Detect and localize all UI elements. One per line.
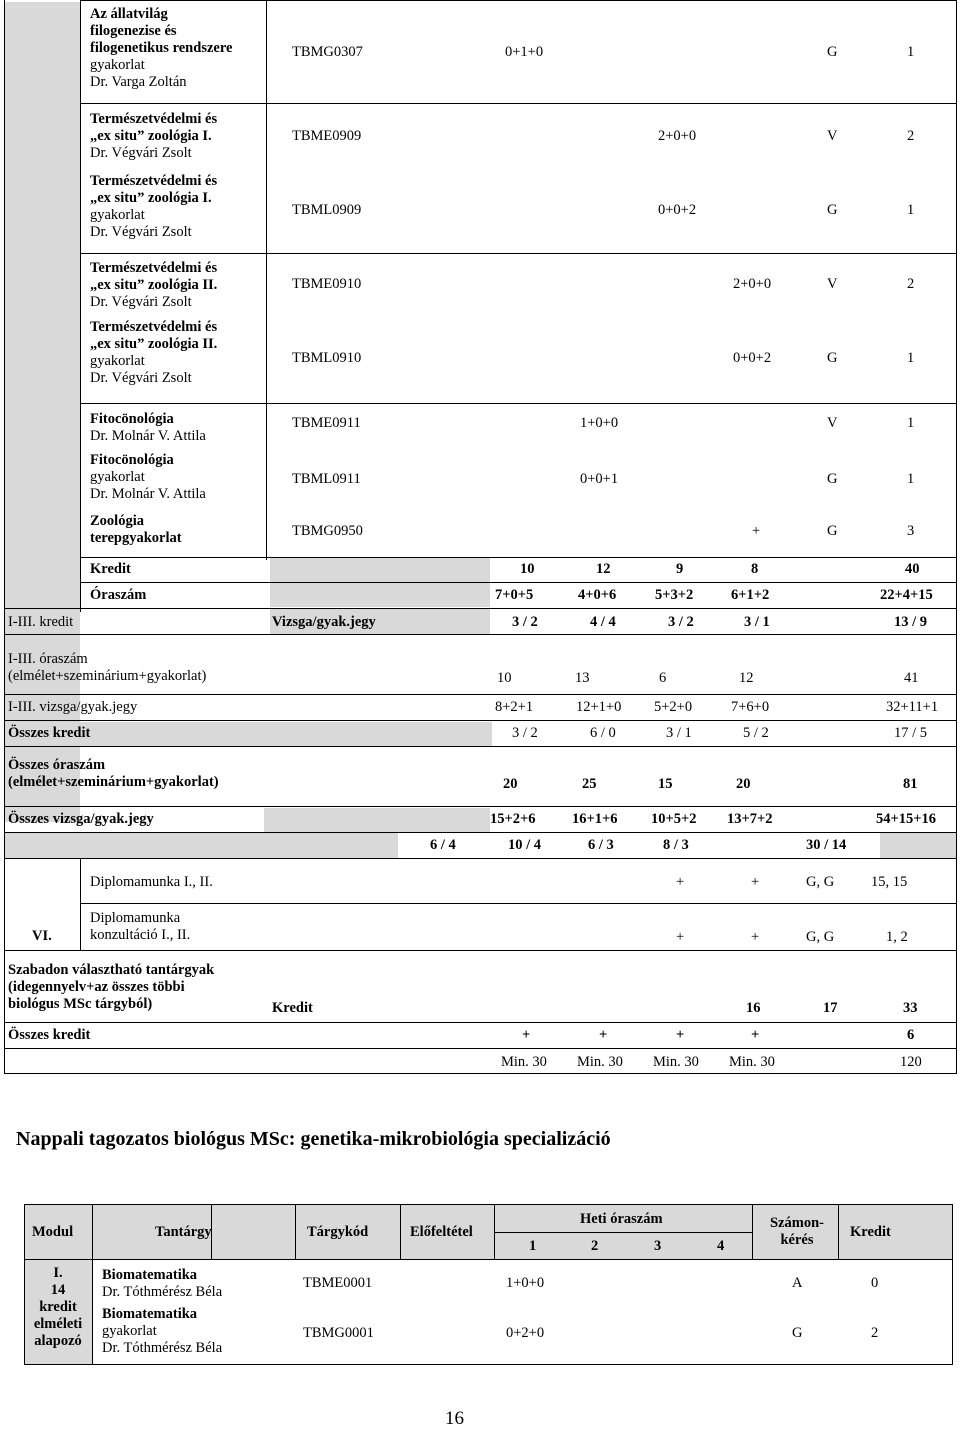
course-code: TBMG0307: [292, 44, 363, 60]
osszes-vizsga-value: 13+7+2: [727, 811, 773, 827]
course-1-name: Természetvédelmi és „ex situ” zoológia I. Dr. Végvári Zsolt: [90, 111, 218, 161]
osszes-kredit-label: Összes kredit: [8, 725, 91, 741]
oraszam-label: Óraszám: [90, 587, 147, 603]
osszes-kredit-total: 17 / 5: [894, 725, 928, 741]
t2-course-credit: 0: [871, 1275, 879, 1291]
vi-credit: 1, 2: [886, 929, 908, 945]
t2-course-exam: A: [792, 1275, 803, 1291]
course-code: TBML0909: [292, 202, 362, 218]
min-value: Min. 30: [729, 1054, 775, 1070]
osszes-vizsga-label: Összes vizsga/gyak.jegy: [8, 811, 154, 827]
th-kredit: Kredit: [850, 1224, 891, 1240]
i-iii-kredit-value: 4 / 4: [590, 614, 616, 630]
vi-exam: G, G: [806, 874, 835, 890]
extra-row-value: 10 / 4: [508, 837, 542, 853]
oraszam-value: 6+1+2: [731, 587, 770, 603]
course-hours: 0+0+2: [658, 202, 697, 218]
course-code: TBME0911: [292, 415, 361, 431]
i-iii-vizsga-value: 5+2+0: [654, 699, 693, 715]
i-iii-oraszam-value: 12: [739, 670, 754, 686]
osszes-oraszam-value: 20: [503, 776, 518, 792]
course-exam: G: [827, 44, 838, 60]
total-credit-total: 6: [907, 1027, 915, 1043]
min-value: Min. 30: [501, 1054, 547, 1070]
osszes-oraszam-total: 81: [903, 776, 918, 792]
page-number: 16: [445, 1408, 464, 1429]
vi-hours: +: [751, 874, 760, 890]
th-szamonkeres: Számon- kérés: [770, 1215, 824, 1248]
course-credit: 1: [907, 471, 915, 487]
course-exam: G: [827, 471, 838, 487]
min-value: Min. 30: [577, 1054, 623, 1070]
course-credit: 3: [907, 523, 915, 539]
th-week-num: 4: [717, 1238, 725, 1254]
kredit-total: 40: [905, 561, 920, 577]
vi-hours: +: [751, 929, 760, 945]
elective-label: Szabadon választható tantárgyak (idegennyelv+az összes többi biológus MSc tárgyból): [8, 962, 215, 1012]
course-3-name: Természetvédelmi és „ex situ” zoológia II. Dr. Végvári Zsolt: [90, 260, 218, 310]
i-iii-oraszam-value: 10: [497, 670, 512, 686]
course-hours: 2+0+0: [733, 276, 772, 292]
course-credit: 2: [907, 128, 915, 144]
total-credit-value: +: [676, 1027, 685, 1043]
oraszam-value: 4+0+6: [578, 587, 617, 603]
i-iii-oraszam-label: I-III. óraszám (elmélet+szeminárium+gyakorlat): [8, 651, 207, 684]
vi-exam: G, G: [806, 929, 835, 945]
kredit-value: 8: [751, 561, 759, 577]
osszes-kredit-value: 5 / 2: [743, 725, 769, 741]
course-exam: G: [827, 350, 838, 366]
i-iii-vizsga-label: I-III. vizsga/gyak.jegy: [8, 699, 138, 715]
i-iii-oraszam-total: 41: [904, 670, 919, 686]
total-credit-value: +: [522, 1027, 531, 1043]
t2-course-hours: 1+0+0: [506, 1275, 545, 1291]
oraszam-total: 22+4+15: [880, 587, 933, 603]
t2-course-code: TBME0001: [303, 1275, 373, 1291]
t2-course-code: TBMG0001: [303, 1325, 374, 1341]
summary-shade-e: [4, 832, 398, 858]
course-4-name: Természetvédelmi és „ex situ” zoológia II. gyakorlat Dr. Végvári Zsolt: [90, 319, 218, 386]
summary-shade-f: [880, 832, 956, 858]
oraszam-value: 7+0+5: [495, 587, 534, 603]
oraszam-value: 5+3+2: [655, 587, 694, 603]
course-credit: 1: [907, 44, 915, 60]
total-credit-value: +: [751, 1027, 760, 1043]
extra-row-total: 30 / 14: [806, 837, 847, 853]
i-iii-oraszam-value: 13: [575, 670, 590, 686]
t2-course-1-name: Biomatematika gyakorlat Dr. Tóthmérész Béla: [102, 1306, 223, 1356]
section-title: Nappali tagozatos biológus MSc: genetika-mikrobiológia specializáció: [16, 1128, 611, 1150]
extra-row-value: 6 / 3: [588, 837, 614, 853]
th-elofeltetel: Előfeltétel: [410, 1224, 473, 1240]
course-hours: 0+1+0: [505, 44, 544, 60]
course-exam: V: [827, 128, 838, 144]
course-2-name: Természetvédelmi és „ex situ” zoológia I. gyakorlat Dr. Végvári Zsolt: [90, 173, 218, 240]
course-hours: 1+0+0: [580, 415, 619, 431]
t2-course-credit: 2: [871, 1325, 879, 1341]
i-iii-kredit-mid: Vizsga/gyak.jegy: [272, 614, 376, 630]
module-vi-label: VI.: [32, 928, 52, 944]
course-exam: G: [827, 202, 838, 218]
osszes-kredit-value: 3 / 2: [512, 725, 538, 741]
th-modul: Modul: [32, 1224, 74, 1240]
i-iii-vizsga-value: 12+1+0: [576, 699, 622, 715]
t2-course-exam: G: [792, 1325, 803, 1341]
osszes-oraszam-value: 25: [582, 776, 597, 792]
summary-shade-d: [264, 808, 490, 832]
elective-total: 33: [903, 1000, 918, 1016]
th-heti-oraszam: Heti óraszám: [580, 1211, 663, 1227]
course-code: TBMG0950: [292, 523, 363, 539]
course-hours: 0+0+1: [580, 471, 619, 487]
min-total: 120: [900, 1054, 922, 1070]
i-iii-kredit-value: 3 / 1: [744, 614, 770, 630]
osszes-oraszam-value: 15: [658, 776, 673, 792]
course-exam: V: [827, 415, 838, 431]
vi-hours: +: [676, 874, 685, 890]
course-credit: 1: [907, 350, 915, 366]
th-week-num: 2: [591, 1238, 599, 1254]
th-targykod: Tárgykód: [307, 1224, 369, 1240]
course-code: TBML0910: [292, 350, 362, 366]
osszes-oraszam-value: 20: [736, 776, 751, 792]
course-exam: V: [827, 276, 838, 292]
elective-value: 16: [746, 1000, 761, 1016]
elective-kredit: Kredit: [272, 1000, 313, 1016]
th-week-num: 3: [654, 1238, 662, 1254]
course-credit: 1: [907, 415, 915, 431]
vi-hours: +: [676, 929, 685, 945]
i-iii-kredit-total: 13 / 9: [894, 614, 928, 630]
osszes-oraszam-label: Összes óraszám (elmélet+szeminárium+gyakorlat): [8, 757, 219, 790]
i-iii-vizsga-value: 7+6+0: [731, 699, 770, 715]
osszes-vizsga-total: 54+15+16: [876, 811, 937, 827]
table2-module-label: I. 14 kredit elméleti alapozó: [33, 1265, 83, 1349]
osszes-kredit-value: 6 / 0: [590, 725, 616, 741]
osszes-vizsga-value: 10+5+2: [651, 811, 697, 827]
course-5-name: Fitocönológia Dr. Molnár V. Attila: [90, 411, 206, 444]
th-week-num: 1: [529, 1238, 537, 1254]
i-iii-kredit-value: 3 / 2: [512, 614, 538, 630]
i-iii-oraszam-value: 6: [659, 670, 667, 686]
th-tantargy: Tantárgy: [155, 1224, 212, 1240]
i-iii-vizsga-total: 32+11+1: [886, 699, 939, 715]
elective-value: 17: [823, 1000, 838, 1016]
extra-row-value: 8 / 3: [663, 837, 689, 853]
course-credit: 1: [907, 202, 915, 218]
course-code: TBML0911: [292, 471, 361, 487]
vi-row-1-name: Diplomamunka konzultáció I., II.: [90, 910, 191, 943]
i-iii-kredit-value: 3 / 2: [668, 614, 694, 630]
extra-row-value: 6 / 4: [430, 837, 456, 853]
t2-course-0-name: Biomatematika Dr. Tóthmérész Béla: [102, 1267, 223, 1300]
i-iii-kredit-label: I-III. kredit: [8, 614, 74, 630]
min-value: Min. 30: [653, 1054, 699, 1070]
kredit-label: Kredit: [90, 561, 131, 577]
course-0-name: Az állatvilág filogenezise és filogenetikus rendszere gyakorlat Dr. Varga Zoltán: [90, 6, 233, 90]
course-hours: 0+0+2: [733, 350, 772, 366]
osszes-kredit-value: 3 / 1: [666, 725, 692, 741]
course-code: TBME0910: [292, 276, 362, 292]
course-code: TBME0909: [292, 128, 362, 144]
total-credit-value: +: [599, 1027, 608, 1043]
course-7-name: Zoológia terepgyakorlat: [90, 513, 182, 546]
kredit-value: 9: [676, 561, 684, 577]
vi-row-0-name: Diplomamunka I., II.: [90, 874, 213, 890]
course-exam: G: [827, 523, 838, 539]
course-credit: 2: [907, 276, 915, 292]
t2-course-hours: 0+2+0: [506, 1325, 545, 1341]
kredit-value: 10: [520, 561, 535, 577]
kredit-value: 12: [596, 561, 611, 577]
course-hours: 2+0+0: [658, 128, 697, 144]
i-iii-vizsga-value: 8+2+1: [495, 699, 534, 715]
osszes-vizsga-value: 15+2+6: [490, 811, 536, 827]
total-credit-label: Összes kredit: [8, 1027, 91, 1043]
course-hours: +: [752, 523, 761, 539]
vi-credit: 15, 15: [871, 874, 908, 890]
course-6-name: Fitocönológia gyakorlat Dr. Molnár V. Attila: [90, 452, 206, 502]
osszes-vizsga-value: 16+1+6: [572, 811, 618, 827]
